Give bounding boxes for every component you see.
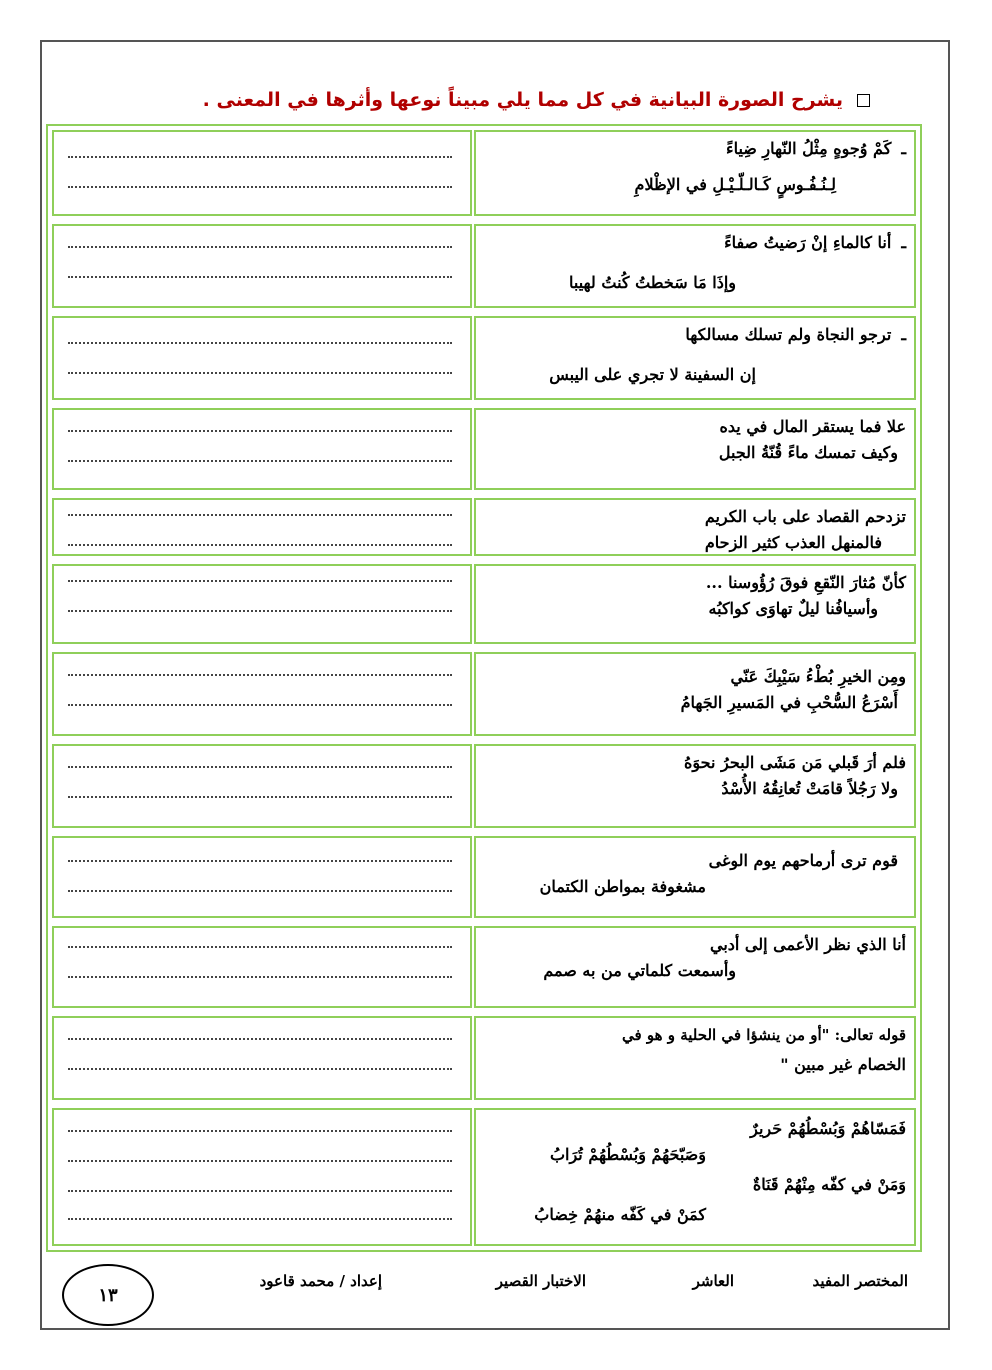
answer-cell[interactable]	[52, 652, 472, 736]
question-cell	[474, 316, 916, 400]
answer-line[interactable]	[68, 340, 452, 344]
grade-label: العاشر	[692, 1272, 734, 1290]
answer-line[interactable]	[68, 578, 452, 582]
answer-line[interactable]	[68, 1188, 452, 1192]
question-cell	[474, 836, 916, 918]
table-row	[48, 560, 920, 648]
answer-cell[interactable]	[52, 1108, 472, 1246]
exercise-table	[46, 124, 922, 1252]
answer-line[interactable]	[68, 428, 452, 432]
answer-cell[interactable]	[52, 498, 472, 556]
verse-line: فالمنهل العذب كثير الزحام	[704, 533, 882, 552]
verse-line: ومِن الخيرِ بُطْءُ سَيْبِكَ عَنّي	[730, 667, 906, 686]
answer-cell[interactable]	[52, 564, 472, 644]
author-credit: إعداد / محمد قاعود	[259, 1272, 382, 1290]
verse-line: ـكَمْ وُجوهٍ مِثْلُ النّهارِ ضِياءً	[726, 139, 906, 158]
table-row	[48, 312, 920, 404]
answer-cell[interactable]	[52, 836, 472, 918]
instruction-heading	[200, 84, 870, 116]
table-row	[48, 404, 920, 494]
answer-cell[interactable]	[52, 408, 472, 490]
table-row	[48, 922, 920, 1012]
answer-line[interactable]	[68, 1036, 452, 1040]
table-row	[48, 494, 920, 560]
table-row	[48, 648, 920, 740]
verse-line: إن السفينة لا تجري على اليبس	[549, 365, 756, 384]
answer-cell[interactable]	[52, 316, 472, 400]
answer-line[interactable]	[68, 274, 452, 278]
verse-line: وأسمعت كلماتي من به صمم	[543, 961, 736, 980]
verse-line: فَمَسّاهُمْ وَبُسْطُهُمْ حَريرٌ	[750, 1119, 906, 1138]
answer-line[interactable]	[68, 888, 452, 892]
verse-line: أنا الذي نظر الأعمى إلى أدبي	[710, 935, 906, 954]
answer-line[interactable]	[68, 794, 452, 798]
table-row	[48, 220, 920, 312]
answer-line[interactable]	[68, 944, 452, 948]
answer-line[interactable]	[68, 542, 452, 546]
answer-line[interactable]	[68, 672, 452, 676]
answer-line[interactable]	[68, 512, 452, 516]
verse-line: تزدحم القصاد على باب الكريم	[704, 507, 906, 526]
question-cell	[474, 652, 916, 736]
table-row	[48, 740, 920, 832]
verse-line: وإذَا مَا سَخطتُ كُنتُ لهيبا	[569, 273, 736, 292]
verse-line: ـأنا كالماءِ إنْ رَضيتُ صفاءً	[724, 233, 906, 252]
answer-cell[interactable]	[52, 1016, 472, 1100]
answer-line[interactable]	[68, 702, 452, 706]
answer-line[interactable]	[68, 154, 452, 158]
answer-line[interactable]	[68, 370, 452, 374]
question-cell	[474, 498, 916, 556]
verse-line: مشغوفة بمواطن الكتمان	[539, 877, 706, 896]
page-number	[62, 1264, 154, 1326]
verse-line: علا فما يستقر المال في يده	[719, 417, 906, 436]
answer-line[interactable]	[68, 1158, 452, 1162]
answer-line[interactable]	[68, 608, 452, 612]
answer-line[interactable]	[68, 764, 452, 768]
answer-line[interactable]	[68, 458, 452, 462]
answer-cell[interactable]	[52, 130, 472, 216]
verse-line: وَصَبّحَهُمْ وَبُسْطُهُمْ تُرَابُ	[549, 1145, 706, 1164]
question-cell	[474, 130, 916, 216]
answer-cell[interactable]	[52, 926, 472, 1008]
verse-line: ولا رَجُلاً قامَتْ تُعانِقُهُ الأُسْدُ	[721, 779, 898, 798]
booklet-title: المختصر المفيد	[812, 1272, 908, 1290]
verse-line: وأسيافُنا ليلٌ تهاوَى كواكبُه	[708, 599, 878, 618]
answer-line[interactable]	[68, 1128, 452, 1132]
question-cell	[474, 744, 916, 828]
question-cell	[474, 1108, 916, 1246]
verse-line: وَمَنْ في كفّه مِنْهُمْ قَنَاةٌ	[752, 1175, 906, 1194]
verse-line: ـترجو النجاة ولم تسلك مسالكها	[685, 325, 906, 344]
answer-line[interactable]	[68, 858, 452, 862]
verse-line: لِـنُـفُـوسٍ كَـالـلّـيْـلِ في الإظْلامِ	[634, 175, 836, 194]
verse-line: قوله تعالى: "أو من ينشؤا في الحلية و هو في	[621, 1026, 906, 1044]
answer-line[interactable]	[68, 1216, 452, 1220]
answer-line[interactable]	[68, 974, 452, 978]
question-cell	[474, 408, 916, 490]
question-cell	[474, 564, 916, 644]
test-label: الاختبار القصير	[495, 1272, 586, 1290]
checkbox-icon[interactable]	[857, 94, 870, 107]
question-cell	[474, 1016, 916, 1100]
answer-line[interactable]	[68, 1066, 452, 1070]
question-cell	[474, 926, 916, 1008]
verse-line: فلم أرَ قَبلي مَن مَشَى البحرُ نحوَهُ	[684, 753, 906, 772]
instruction-text: يشرح الصورة البيانية في كل مما يلي مبيناً نوعها وأثرها في المعنى .	[202, 89, 843, 111]
table-row	[48, 126, 920, 220]
answer-line[interactable]	[68, 184, 452, 188]
question-cell	[474, 224, 916, 308]
table-row	[48, 1104, 920, 1250]
verse-line: قوم ترى أرماحهم يوم الوغى	[708, 851, 898, 870]
verse-line: وكيف تمسك ماءً قُنّةُ الجبل	[718, 443, 898, 462]
answer-line[interactable]	[68, 244, 452, 248]
verse-line: أَسْرَعُ السُّحْبِ في المَسيرِ الجَهامُ	[680, 693, 898, 712]
table-row	[48, 1012, 920, 1104]
page-number-text: ١٣	[98, 1284, 118, 1306]
verse-line: كمَنْ في كَفّه منهُمْ خِضابُ	[534, 1205, 706, 1224]
verse-line: الخصام غير مبين "	[780, 1055, 906, 1074]
verse-line: كأنّ مُثارَ النّقعِ فوقَ رُؤُوسنا ...	[705, 573, 906, 592]
table-row	[48, 832, 920, 922]
answer-cell[interactable]	[52, 744, 472, 828]
answer-cell[interactable]	[52, 224, 472, 308]
